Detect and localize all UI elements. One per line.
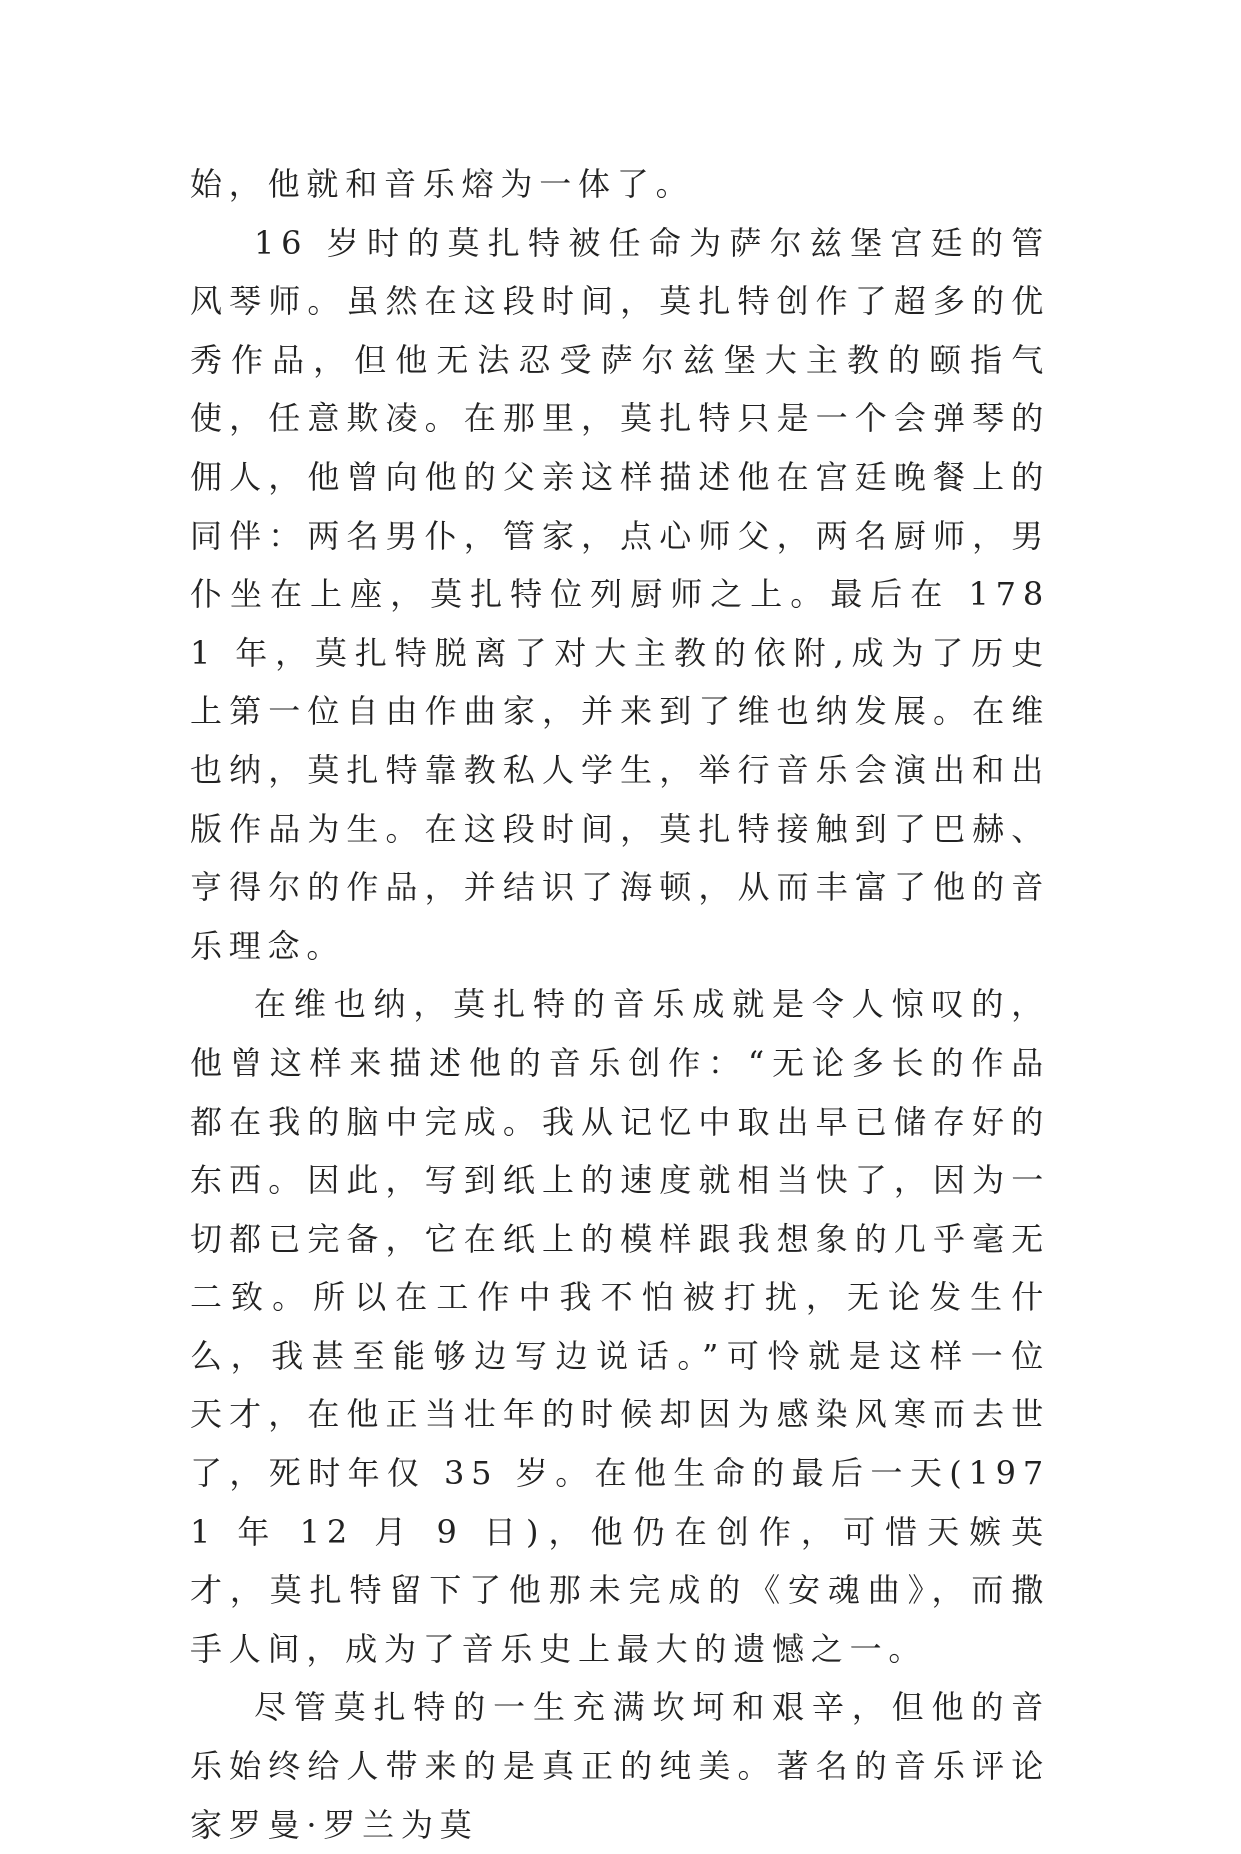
paragraph-legacy: 尽管莫扎特的一生充满坎坷和艰辛，但他的音乐始终给人带来的是真正的纯美。著名的音乐评论家罗曼·罗兰为莫 <box>190 1688 1050 1844</box>
paragraph-court-organist: 16 岁时的莫扎特被任命为萨尔兹堡宫廷的管风琴师。虽然在这段时间，莫扎特创作了超多的优秀作品，但他无法忍受萨尔兹堡大主教的颐指气使，任意欺凌。在那里，莫扎特只是一个会弹琴的佣人，他曾向他的父亲这样描述他在宫廷晚餐上的同伴：两名男仆，管家，点心师父，两名厨师，男仆坐在上座，莫扎特位列厨师之上。最后在 1781 年，莫扎特脱离了对大主教的依附,成为了历史上第一位自由作曲家，并来到了维也纳发展。在维也纳，莫扎特靠教私人学生，举行音乐会演出和出版作品为生。在这段时间，莫扎特接触到了巴赫、亨得尔的作品，并结识了海顿，从而丰富了他的音乐理念。 <box>190 223 1050 965</box>
paragraph-vienna-achievements: 在维也纳，莫扎特的音乐成就是令人惊叹的，他曾这样来描述他的音乐创作：“无论多长的作品都在我的脑中完成。我从记忆中取出早已储存好的东西。因此，写到纸上的速度就相当快了，因为一切都已完备，它在纸上的模样跟我想象的几乎毫无二致。所以在工作中我不怕被打扰，无论发生什么，我甚至能够边写边说话。”可怜就是这样一位天才，在他正当壮年的时候却因为感染风寒而去世了，死时年仅 35 岁。在他生命的最后一天(1971 年 12 月 9 日)，他仍在创作，可惜天嫉英才，莫扎特留下了他那未完成的《安魂曲》，而撒手人间，成为了音乐史上最大的遗憾之一。 <box>190 985 1050 1668</box>
paragraph-continuation: 始，他就和音乐熔为一体了。 <box>190 165 695 203</box>
body-text <box>190 155 1050 1854</box>
